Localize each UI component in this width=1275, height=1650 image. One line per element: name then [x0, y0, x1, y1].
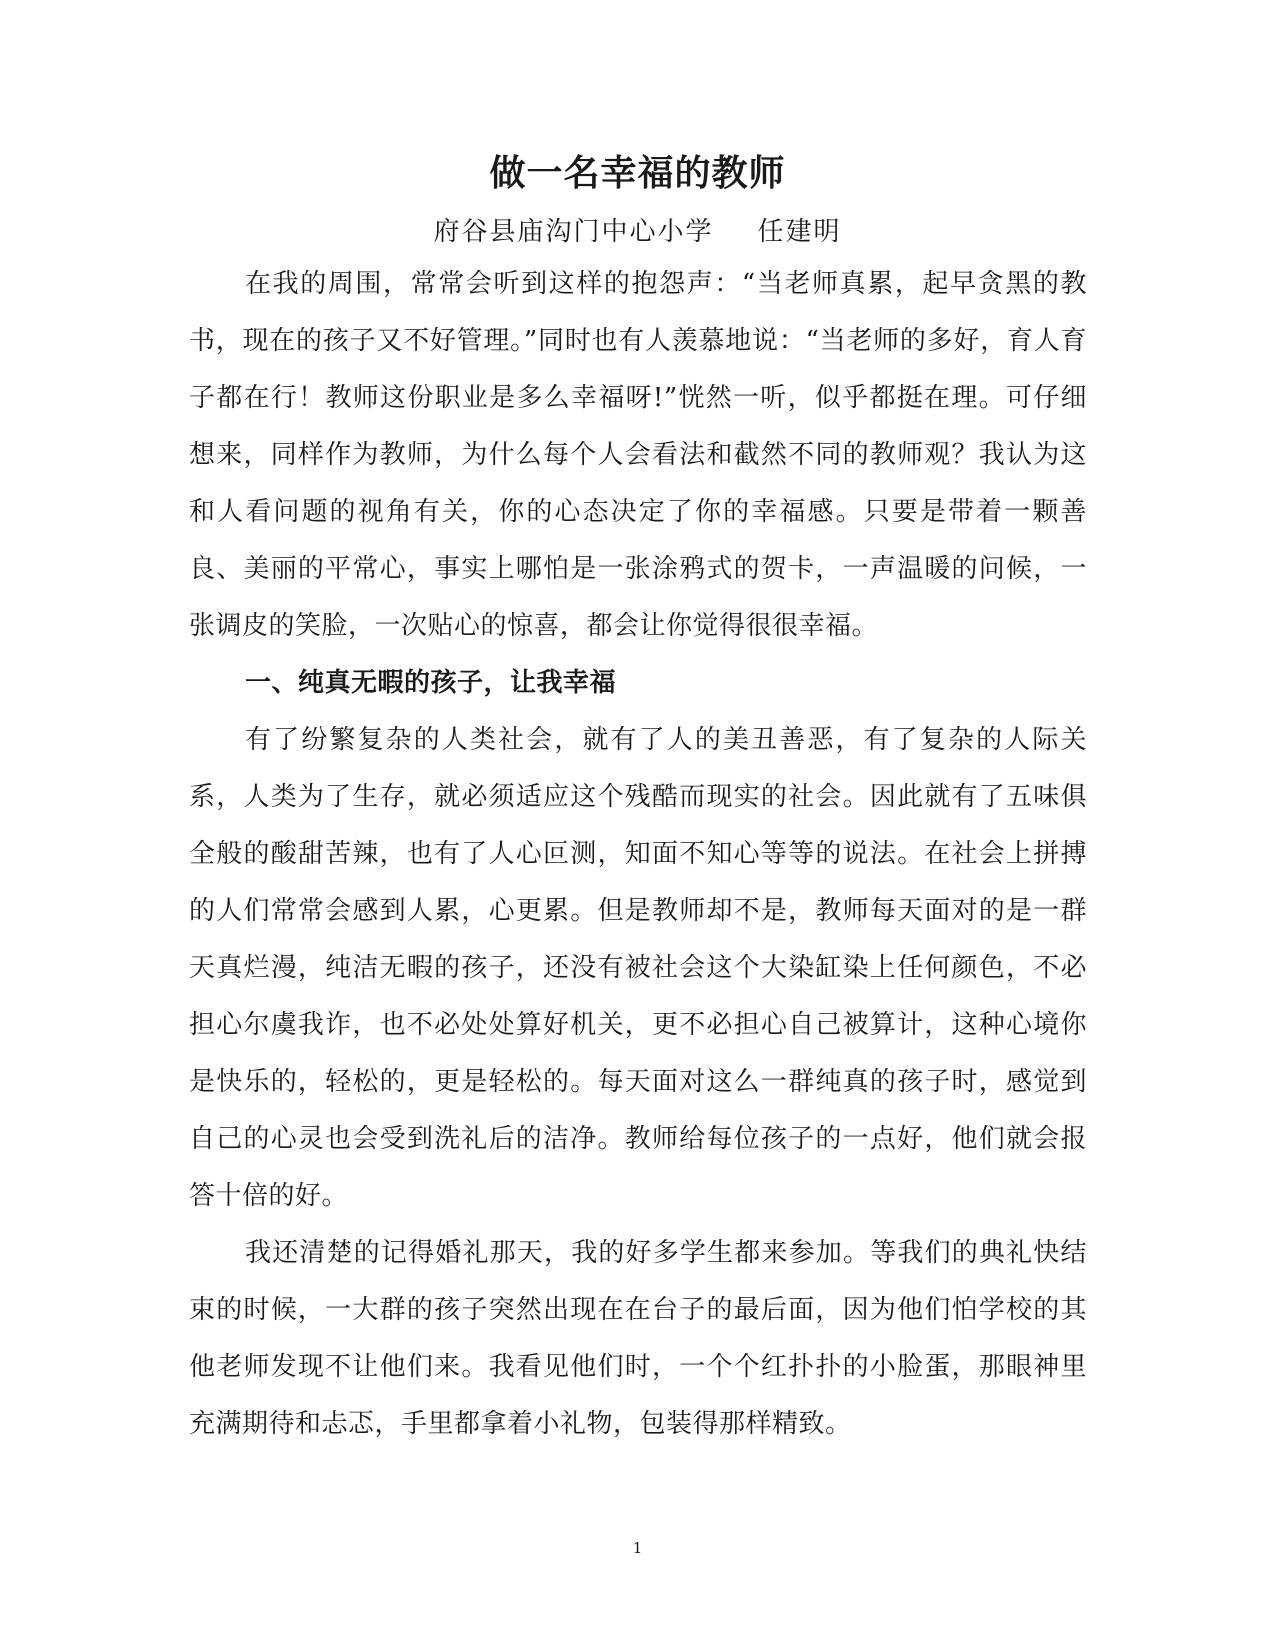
- byline: [0, 212, 1275, 252]
- byline-school: 府谷县庙沟门中心小学: [433, 217, 714, 247]
- section-paragraph: 我还清楚的记得婚礼那天，我的好多学生都来参加。等我们的典礼快结束的时候，一大群的孩子突然出现在在台子的最后面，因为他们怕学校的其他老师发现不让他们来。我看见他们时，一个个红扑扑的小脸蛋，那眼神里充满期待和忐忑，手里都拿着小礼物，包装得那样精致。: [189, 1238, 1087, 1439]
- section-paragraph: 有了纷繁复杂的人类社会，就有了人的美丑善恶，有了复杂的人际关系，人类为了生存，就必须适应这个残酷而现实的社会。因此就有了五味俱全般的酸甜苦辣，也有了人心叵测，知面不知心等等的说法。在社会上拼搏的人们常常会感到人累，心更累。但是教师却不是，教师每天面对的是一群天真烂漫，纯洁无暇的孩子，还没有被社会这个大染缸染上任何颜色，不必担心尔虞我诈，也不必处处算好机关，更不必担心自己被算计，这种心境你是快乐的，轻松的，更是轻松的。每天面对这么一群纯真的孩子时，感觉到自己的心灵也会受到洗礼后的洁净。教师给每位孩子的一点好，他们就会报答十倍的好。: [189, 725, 1087, 1211]
- document-body: [189, 256, 1087, 1453]
- byline-author: 任建明: [757, 217, 842, 247]
- page-number: 1: [632, 1539, 643, 1557]
- intro-paragraph: 在我的周围，常常会听到这样的抱怨声：“当老师真累，起早贪黑的教书，现在的孩子又不好管理。”同时也有人羡慕地说：“当老师的多好，育人育子都在行！教师这份职业是多么幸福呀!”恍然一听，似乎都挺在理。可仔细想来，同样作为教师，为什么每个人会看法和截然不同的教师观？我认为这和人看问题的视角有关，你的心态决定了你的幸福感。只要是带着一颗善良、美丽的平常心，事实上哪怕是一张涂鸦式的贺卡，一声温暖的问候，一张调皮的笑脸，一次贴心的惊喜，都会让你觉得很很幸福。: [189, 269, 1087, 641]
- document-title: 做一名幸福的教师: [489, 153, 786, 194]
- section-heading: 一、纯真无暇的孩子，让我幸福: [245, 668, 617, 698]
